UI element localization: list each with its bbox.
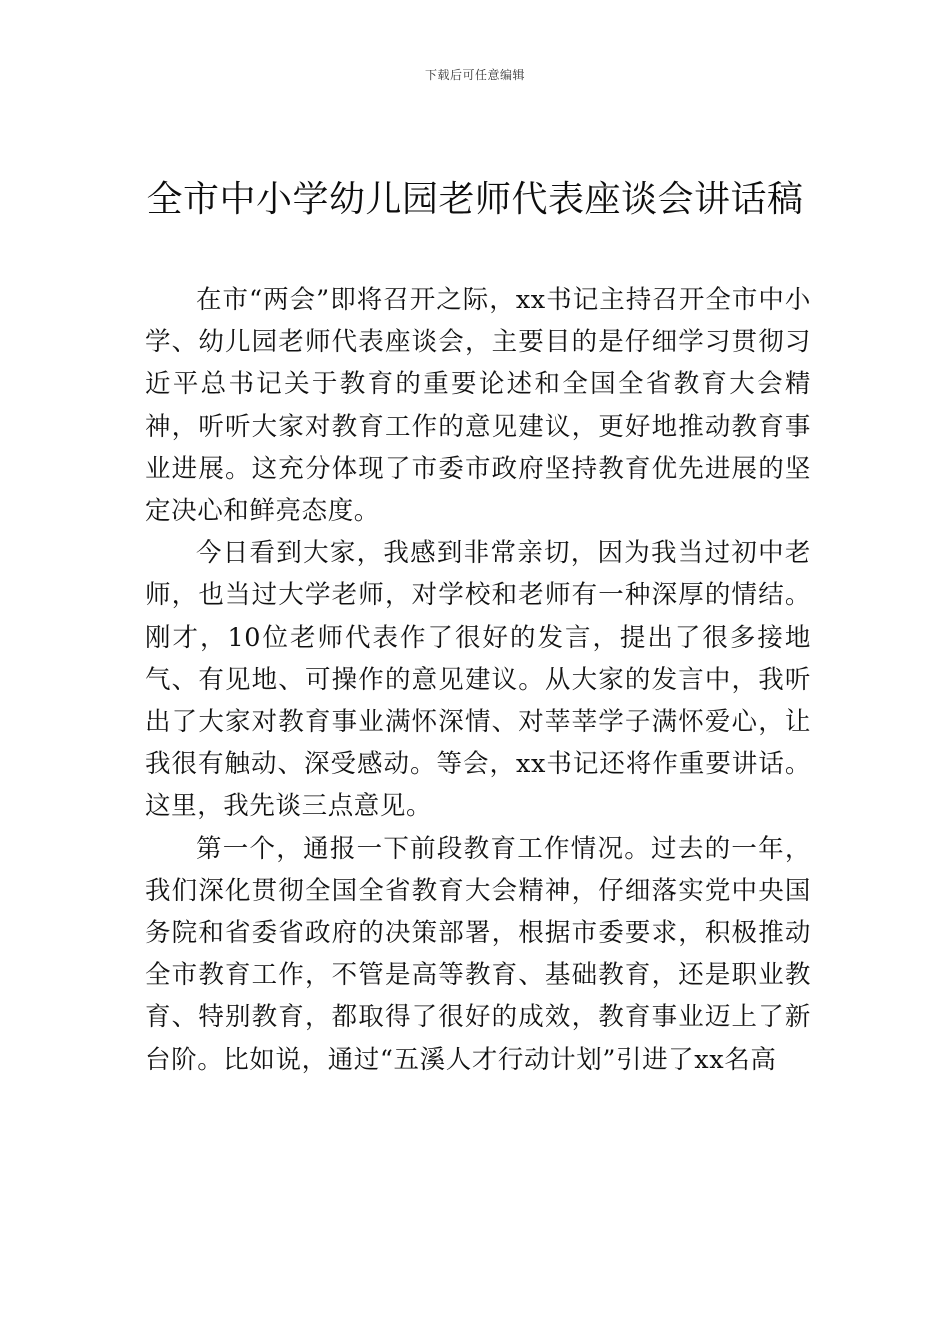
paragraph-2: 今日看到大家，我感到非常亲切，因为我当过初中老师，也当过大学老师，对学校和老师有一种深厚的情结。刚才，10位老师代表作了很好的发言，提出了很多接地气、有见地、可操作的意见建议。从大家的发言中，我听出了大家对教育事业满怀深情、对莘莘学子满怀爱心，让我很有触动、深受感动。等会，xx书记还将作重要讲话。这里，我先谈三点意见。 xyxy=(145,538,811,822)
paragraph-1: 在市“两会”即将召开之际，xx书记主持召开全市中小学、幼儿园老师代表座谈会，主要目的是仔细学习贯彻习近平总书记关于教育的重要论述和全国全省教育大会精神，听听大家对教育工作的意见建议，更好地推动教育事业进展。这充分体现了市委市政府坚持教育优先进展的坚定决心和鲜亮态度。 xyxy=(145,285,811,527)
paragraph-3: 第一个，通报一下前段教育工作情况。过去的一年，我们深化贯彻全国全省教育大会精神，仔细落实党中央国务院和省委省政府的决策部署，根据市委要求，积极推动全市教育工作，不管是高等教育、基础教育，还是职业教育、特别教育，都取得了很好的成效，教育事业迈上了新台阶。比如说，通过“五溪人才行动计划”引进了xx名高 xyxy=(145,833,811,1075)
document-title: 全市中小学幼儿园老师代表座谈会讲话稿 xyxy=(146,179,804,220)
document-body xyxy=(145,279,811,1081)
header-note: 下载后可任意编辑 xyxy=(424,68,525,82)
